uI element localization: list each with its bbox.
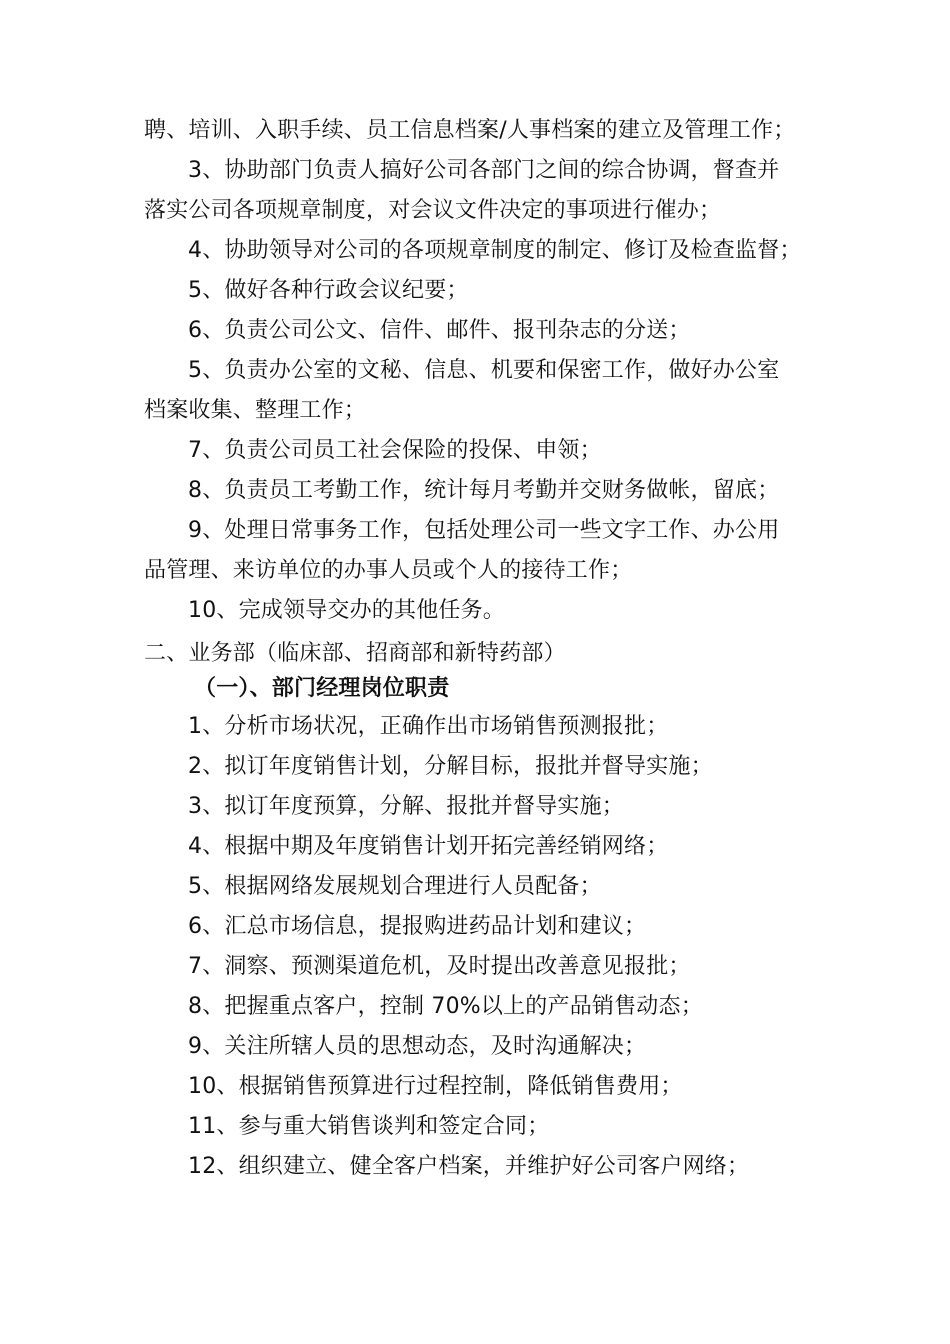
subsection-heading: （一）、部门经理岗位职责 (194, 676, 450, 701)
text-line: 5、负责办公室的文秘、信息、机要和保密工作，做好办公室 (188, 358, 780, 383)
duty-item: 3、拟订年度预算，分解、报批并督导实施； (188, 794, 624, 819)
text-line: 8、负责员工考勤工作，统计每月考勤并交财务做帐，留底； (188, 478, 780, 503)
text-line: 档案收集、整理工作； (144, 398, 367, 423)
duty-item: 2、拟订年度销售计划，分解目标，报批并督导实施； (188, 754, 713, 779)
duty-item: 9、关注所辖人员的思想动态，及时沟通解决； (188, 1034, 647, 1059)
duty-item: 6、汇总市场信息，提报购进药品计划和建议； (188, 914, 647, 939)
duty-item: 10、根据销售预算进行过程控制，降低销售费用； (188, 1074, 683, 1099)
text-line: 9、处理日常事务工作，包括处理公司一些文字工作、办公用 (188, 518, 780, 543)
document-body (144, 111, 804, 1187)
duty-item: 12、组织建立、健全客户档案，并维护好公司客户网络； (188, 1154, 750, 1179)
text-line: 10、完成领导交办的其他任务。 (188, 598, 505, 623)
text-line: 7、负责公司员工社会保险的投保、申领； (188, 438, 602, 463)
duty-item: 8、把握重点客户，控制 70%以上的产品销售动态； (188, 994, 703, 1019)
text-line: 3、协助部门负责人搞好公司各部门之间的综合协调，督查并 (188, 158, 780, 183)
duty-item: 1、分析市场状况，正确作出市场销售预测报批； (188, 714, 669, 739)
text-line: 6、负责公司公文、信件、邮件、报刊杂志的分送； (188, 318, 691, 343)
duty-item: 5、根据网络发展规划合理进行人员配备； (188, 874, 602, 899)
text-line: 品管理、来访单位的办事人员或个人的接待工作； (144, 558, 633, 583)
duty-item: 7、洞察、预测渠道危机，及时提出改善意见报批； (188, 954, 691, 979)
section-heading: 二、业务部（临床部、招商部和新特药部） (144, 641, 566, 666)
text-line: 落实公司各项规章制度，对会议文件决定的事项进行催办； (144, 198, 722, 223)
text-line: 聘、培训、入职手续、员工信息档案/人事档案的建立及管理工作； (144, 118, 796, 143)
duty-item: 11、参与重大销售谈判和签定合同； (188, 1114, 550, 1139)
text-line: 5、做好各种行政会议纪要； (188, 278, 469, 303)
duty-item: 4、根据中期及年度销售计划开拓完善经销网络； (188, 834, 669, 859)
text-line: 4、协助领导对公司的各项规章制度的制定、修订及检查监督； (188, 238, 802, 263)
